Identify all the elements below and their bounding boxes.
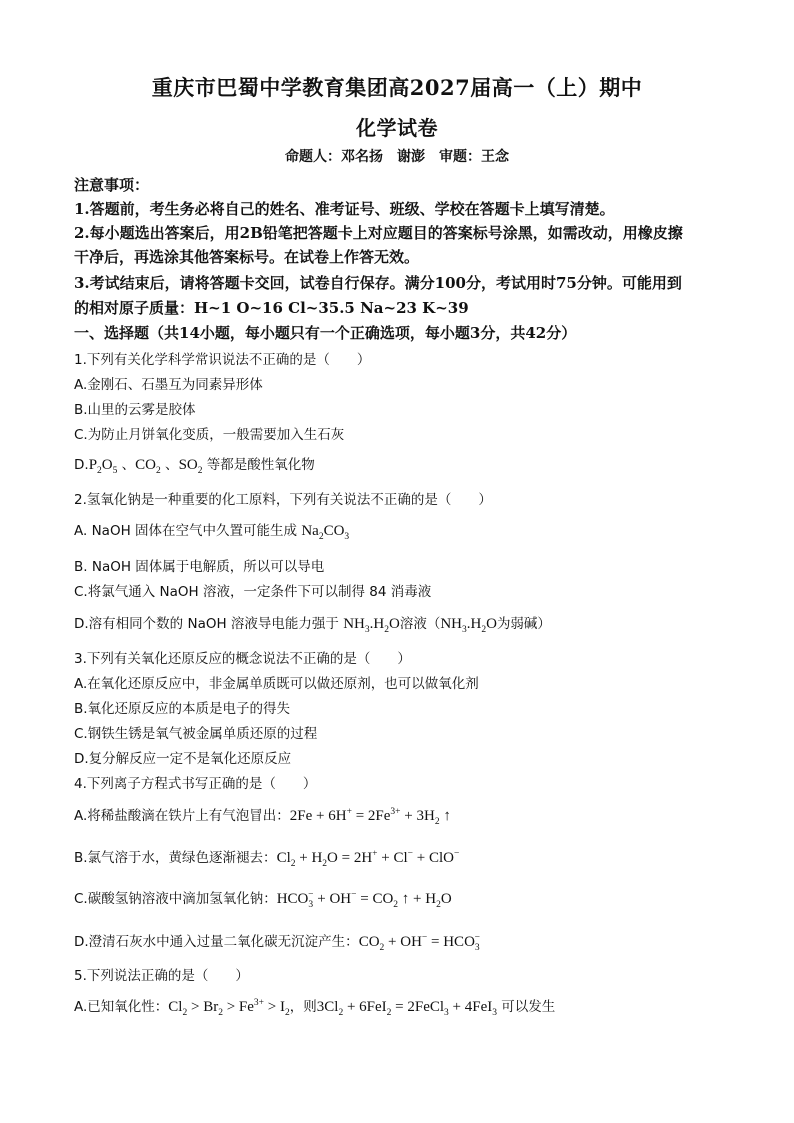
formula: $NH_3.H_2O$ (440, 616, 497, 635)
notes-item: 2.每小题选出答案后，用2B铅笔把答题卡上对应题目的答案标号涂黑，如需改动，用橡皮擦 (74, 224, 683, 242)
q4-a-prefix: A.将稀盐酸滴在铁片上有气泡冒出： (74, 808, 290, 824)
q1-d-suffix: 等都是酸性氧化物 (202, 457, 315, 473)
question-5-stem: 5.下列说法正确的是（ ） (74, 968, 249, 984)
question-3-option-c: C.钢铁生锈是氧气被金属单质还原的过程 (74, 726, 318, 742)
question-3-option-b: B.氧化还原反应的本质是电子的得失 (74, 701, 291, 717)
q5-a-prefix: A.已知氧化性： (74, 999, 169, 1015)
question-2-option-a (74, 519, 724, 540)
question-1-option-a: A.金刚石、石墨互为同素异形体 (74, 377, 263, 393)
question-4-option-a (74, 804, 724, 825)
q4-d-prefix: D.澄清石灰水中通入过量二氧化碳无沉淀产生： (74, 934, 359, 950)
q5-a-middle: ，则 (289, 999, 317, 1015)
formula: $SO_2$ (178, 457, 203, 476)
equation: $CO_2 + OH^- = HCO_3^-$ (358, 933, 481, 953)
formula: $P_2O_5$ (88, 457, 118, 476)
question-2-option-d (74, 612, 724, 633)
question-2-option-c: C.将氯气通入 NaOH 溶液，一定条件下可以制得 84 消毒液 (74, 584, 432, 600)
equation: $3Cl_2 + 6FeI_2$ = 2FeCl$_3$ + 4FeI$_3$ (316, 999, 498, 1018)
q4-b-prefix: B.氯气溶于水，黄绿色逐渐褪去： (74, 850, 277, 866)
question-1-option-d (74, 453, 724, 474)
equation: $HCO_3^- + OH^- = CO_2$ ↑ + $H_2O$ (276, 890, 452, 910)
question-2-option-b: B. NaOH 固体属于电解质，所以可以导电 (74, 559, 325, 575)
question-5-option-a (74, 995, 724, 1016)
question-4-option-d (74, 930, 724, 951)
notes-item: 1.答题前，考生务必将自己的姓名、准考证号、班级、学校在答题卡上填写清楚。 (74, 200, 615, 218)
exam-authors: 命题人：邓名扬 谢澎 审题：王念 (285, 149, 509, 165)
question-4-stem: 4.下列离子方程式书写正确的是（ ） (74, 776, 317, 792)
exam-subtitle: 化学试卷 (356, 116, 438, 140)
notes-item: 3.考试结束后，请将答题卡交回，试卷自行保存。满分100分，考试用时75分钟。可能用到 (74, 274, 682, 292)
question-4-option-c (74, 887, 724, 908)
q1-d-separator: 、 (117, 457, 136, 473)
equation: $Cl_2 + H_2O = 2H^+ + Cl^- + ClO^-$ (276, 849, 460, 869)
question-3-option-d: D.复分解反应一定不是氧化还原反应 (74, 751, 292, 767)
q2-d-suffix: 为弱碱） (496, 616, 551, 632)
equation: $2Fe + 6H^+ = 2Fe^{3+} + 3H_2$ ↑ (289, 807, 451, 827)
q5-a-suffix: 可以发生 (497, 999, 556, 1015)
q1-d-separator: 、 (160, 457, 179, 473)
q2-a-prefix: A. NaOH 固体在空气中久置可能生成 (74, 523, 302, 539)
q4-c-prefix: C.碳酸氢钠溶液中滴加氢氧化钠： (74, 891, 277, 907)
notes-heading: 注意事项： (74, 176, 150, 194)
notes-item: 的相对原子质量：H~1 O~16 Cl~35.5 Na~23 K~39 (74, 299, 469, 317)
formula: $NH_3.H_2O$ (343, 616, 400, 635)
formula: $Na_2CO_3$ (301, 523, 350, 542)
question-1-option-b: B.山里的云雾是胶体 (74, 402, 196, 418)
formula: $Cl_2 > Br_2 > Fe^{3+} > I_2$ (168, 998, 290, 1018)
question-3-option-a: A.在氧化还原反应中，非金属单质既可以做还原剂，也可以做氧化剂 (74, 676, 479, 692)
exam-title: 重庆市巴蜀中学教育集团高2027届高一（上）期中 (151, 75, 643, 100)
q2-d-prefix: D.溶有相同个数的 NaOH 溶液导电能力强于 (74, 616, 344, 632)
section-heading: 一、选择题（共14小题，每小题只有一个正确选项，每小题3分，共42分） (74, 324, 577, 342)
question-1-option-c: C.为防止月饼氧化变质，一般需要加入生石灰 (74, 427, 345, 443)
question-4-option-b (74, 846, 724, 867)
question-3-stem: 3.下列有关氧化还原反应的概念说法不正确的是（ ） (74, 651, 411, 667)
q2-d-middle: 溶液（ (399, 616, 441, 632)
notes-item: 干净后，再选涂其他答案标号。在试卷上作答无效。 (74, 248, 420, 266)
question-2-stem: 2.氢氧化钠是一种重要的化工原料，下列有关说法不正确的是（ ） (74, 492, 492, 508)
q1-d-prefix: D. (74, 457, 89, 473)
question-1-stem: 1.下列有关化学科学常识说法不正确的是（ ） (74, 352, 371, 368)
formula: $CO_2$ (135, 457, 161, 476)
